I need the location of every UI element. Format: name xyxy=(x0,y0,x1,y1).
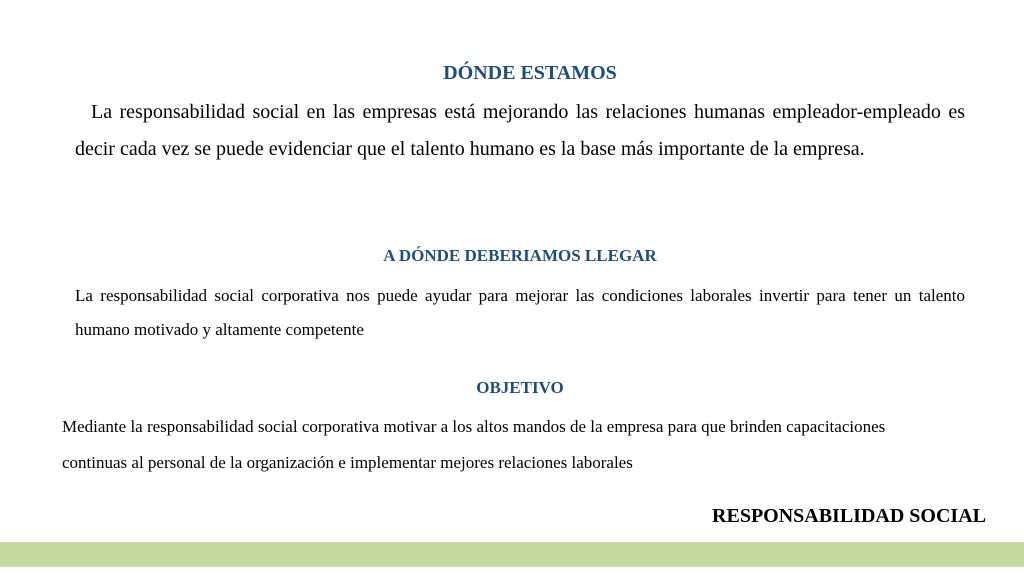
footer-title: RESPONSABILIDAD SOCIAL xyxy=(712,505,986,527)
section-paragraph-donde-llegar: La responsabilidad social corporativa nos puede ayudar para mejorar las condiciones laborales invertir para tener un talento humano motivado y altamente competente xyxy=(75,286,965,339)
section-heading-donde-llegar: A DÓNDE DEBERIAMOS LLEGAR xyxy=(383,246,657,265)
section-paragraph-objetivo: Mediante la responsabilidad social corporativa motivar a los altos mandos de la empresa para que brinden capacitaciones continuas al personal de la organización e implementar mejores relaciones laborales xyxy=(62,417,886,472)
section-heading-objetivo: OBJETIVO xyxy=(476,378,564,397)
section-heading-donde-estamos: DÓNDE ESTAMOS xyxy=(443,62,617,84)
section-paragraph-donde-estamos: La responsabilidad social en las empresas está mejorando las relaciones humanas empleador-empleado es decir cada vez se puede evidenciar que el talento humano es la base más importante de la empresa. xyxy=(75,101,965,160)
footer-color-band xyxy=(0,542,1024,567)
